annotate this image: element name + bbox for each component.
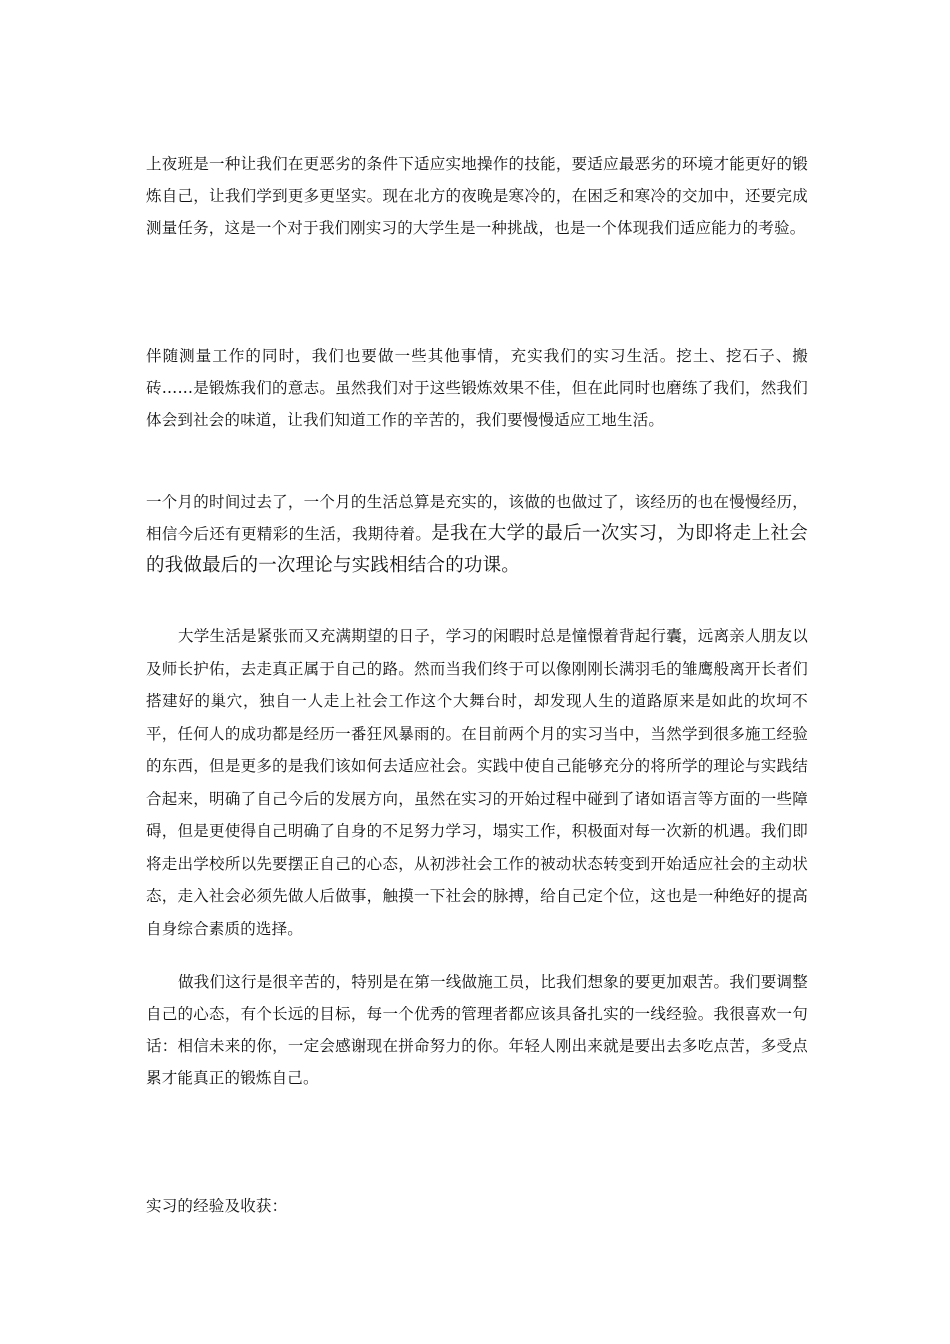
paragraph-one-month <box>146 486 808 582</box>
paragraph-text: 伴随测量工作的同时，我们也要做一些其他事情，充实我们的实习生活。挖土、挖石子、搬砖……是锻炼我们的意志。虽然我们对于这些锻炼效果不佳，但在此同时也磨练了我们，然我们体会到社会的味道，让我们知道工作的辛苦的，我们要慢慢适应工地生活。 <box>146 347 808 429</box>
paragraph-text: 上夜班是一种让我们在更恶劣的条件下适应实地操作的技能，要适应最恶劣的环境才能更好的锻炼自己，让我们学到更多更坚实。现在北方的夜晚是寒冷的，在困乏和寒冷的交加中，还要完成测量任务，这是一个对于我们刚实习的大学生是一种挑战，也是一个体现我们适应能力的考验。 <box>146 155 808 237</box>
paragraph-night-shift <box>146 148 808 244</box>
paragraph-text: 做我们这行是很辛苦的，特别是在第一线做施工员，比我们想象的要更加艰苦。我们要调整自己的心态，有个长远的目标，每一个优秀的管理者都应该具备扎实的一线经验。我很喜欢一句话：相信未来的你，一定会感谢现在拼命努力的你。年轻人刚出来就是要出去多吃点苦，多受点累才能真正的锻炼自己。 <box>146 973 808 1087</box>
paragraph-college-life <box>146 620 808 945</box>
heading-text: 实习的经验及收获： <box>146 1197 288 1215</box>
paragraph-text-large: 是我在大学的最后一次实习，为即将走上社会的我做最后的一次理论与实践相结合的功课。 <box>146 523 808 576</box>
paragraph-other-work <box>146 340 808 436</box>
paragraph-text: 大学生活是紧张而又充满期望的日子，学习的闲暇时总是憧憬着背起行囊，远离亲人朋友以及师长护佑，去走真正属于自己的路。然而当我们终于可以像刚刚长满羽毛的雏鹰般离开长者们搭建好的巢穴，独自一人走上社会工作这个大舞台时，却发现人生的道路原来是如此的坎坷不平，任何人的成功都是经历一番狂风暴雨的。在目前两个月的实习当中，当然学到很多施工经验的东西，但是更多的是我们该如何去适应社会。实践中使自己能够充分的将所学的理论与实践结合起来，明确了自己今后的发展方向，虽然在实习的开始过程中碰到了诸如语言等方面的一些障碍，但是更使得自己明确了自身的不足努力学习，塌实工作，积极面对每一次新的机遇。我们即将走出学校所以先要摆正自己的心态，从初涉社会工作的被动状态转变到开始适应社会的主动状态，走入社会必须先做人后做事，触摸一下社会的脉搏，给自己定个位，这也是一种绝好的提高自身综合素质的选择。 <box>146 627 808 938</box>
section-heading-experience <box>146 1190 808 1222</box>
paragraph-hard-work <box>146 966 808 1094</box>
paragraph-text: 一个月的时间过去了，一个月的生活总算是充实的，该做的也做过了，该经历的也在慢慢经历，相信今后还有更精彩的生活，我期待着。 <box>146 493 808 543</box>
